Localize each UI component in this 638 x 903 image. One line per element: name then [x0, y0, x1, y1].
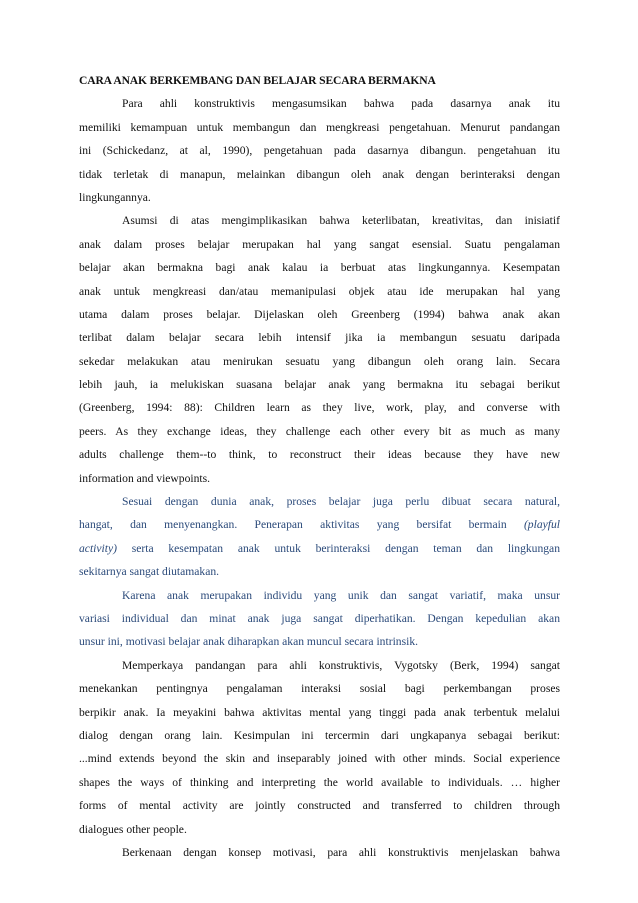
paragraph-line-with-italic-term — [79, 537, 560, 560]
paragraph-line: berpikir anak. Ia meyakini bahwa aktivitas mental yang tinggi pada anak terbentuk melalui — [79, 705, 560, 719]
paragraph-line: forms of mental activity are jointly constructed and transferred to children through — [79, 799, 560, 813]
paragraph-line: Para ahli konstruktivis mengasumsikan bahwa pada dasarnya anak itu — [122, 97, 560, 111]
italic-term: activity) — [79, 541, 117, 555]
paragraph-5 — [79, 654, 560, 841]
paragraph-line: variasi individual dan minat anak juga sangat diperhatikan. Dengan kepedulian akan — [79, 612, 560, 625]
paragraph-line: dialogues other people. — [79, 822, 187, 836]
paragraph-line: Berkenaan dengan konsep motivasi, para ahli konstruktivis menjelaskan bahwa — [122, 845, 560, 859]
paragraph-1 — [79, 92, 560, 209]
paragraph-line: utama dalam proses belajar. Dijelaskan oleh Greenberg (1994) bahwa anak akan — [79, 307, 560, 321]
paragraph-line-with-italic-term — [79, 513, 560, 536]
document-body — [79, 69, 560, 864]
paragraph-line: unsur ini, motivasi belajar anak diharapkan akan muncul secara intrinsik. — [79, 635, 419, 649]
paragraph-line: terlibat dalam belajar secara lebih intensif jika ia membangun sesuatu daripada — [79, 331, 560, 345]
paragraph-line: belajar akan bermakna bagi anak kalau ia berbuat atas lingkungannya. Kesempatan — [79, 261, 560, 275]
paragraph-line: memiliki kemampuan untuk membangun dan mengkreasi pengetahuan. Menurut pandangan — [79, 120, 560, 134]
italic-term: (playful — [523, 518, 560, 532]
paragraph-line: Karena anak merupakan individu yang unik dan sangat variatif, maka unsur — [122, 588, 560, 602]
paragraph-line: ...mind extends beyond the skin and inseparably joined with other minds. Social experience — [79, 752, 560, 766]
paragraph-6 — [79, 841, 560, 864]
paragraph-line: adults challenge them--to think, to reconstruct their ideas because they have new — [79, 448, 560, 462]
paragraph-line: menekankan pentingnya pengalaman interaksi sosial bagi perkembangan proses — [79, 682, 560, 696]
paragraph-line: (Greenberg, 1994: 88): Children learn as they live, work, play, and converse with — [79, 401, 560, 415]
paragraph-line: dialog dengan orang lain. Kesimpulan ini tercermin dari ungkapanya sebagai berikut: — [79, 728, 560, 742]
paragraph-line: sekitarnya sangat diutamakan. — [79, 565, 220, 579]
paragraph-3 — [79, 490, 560, 584]
paragraph-line: Memperkaya pandangan para ahli konstruktivis, Vygotsky (Berk, 1994) sangat — [122, 658, 560, 672]
paragraph-line: shapes the ways of thinking and interpreting the world available to individuals. … higher — [79, 775, 560, 789]
section-heading: CARA ANAK BERKEMBANG DAN BELAJAR SECARA BERMAKNA — [79, 74, 436, 87]
paragraph-4 — [79, 584, 560, 654]
paragraph-line: sekedar melakukan atau menirukan sesuatu yang dibangun oleh orang lain. Secara — [79, 354, 560, 368]
paragraph-line: anak dalam proses belajar merupakan hal yang sangat esensial. Suatu pengalaman — [79, 237, 560, 251]
paragraph-line-text: serta kesempatan anak untuk berinteraksi dengan teman dan lingkungan — [131, 541, 560, 555]
paragraph-line: lebih jauh, ia melukiskan suasana belajar anak yang bermakna itu sebagai berikut — [79, 378, 560, 392]
paragraph-2 — [79, 209, 560, 490]
paragraph-line-text: hangat, dan menyenangkan. Penerapan aktivitas yang bersifat bermain — [79, 518, 507, 532]
paragraph-line: ini (Schickedanz, at al, 1990), pengetahuan pada dasarnya dibangun. pengetahuan itu — [79, 144, 560, 158]
paragraph-line: Sesuai dengan dunia anak, proses belajar juga perlu dibuat secara natural, — [122, 495, 560, 509]
paragraph-line: lingkungannya. — [79, 190, 151, 204]
paragraph-line: tidak terletak di manapun, melainkan dibangun oleh anak dengan berinteraksi dengan — [79, 167, 560, 181]
paragraph-line: Asumsi di atas mengimplikasikan bahwa keterlibatan, kreativitas, dan inisiatif — [122, 214, 560, 228]
paragraph-line: anak untuk mengkreasi dan/atau memanipulasi objek atau ide merupakan hal yang — [79, 284, 560, 298]
paragraph-line: information and viewpoints. — [79, 471, 211, 485]
paragraph-line: peers. As they exchange ideas, they challenge each other every bit as much as many — [79, 424, 560, 438]
